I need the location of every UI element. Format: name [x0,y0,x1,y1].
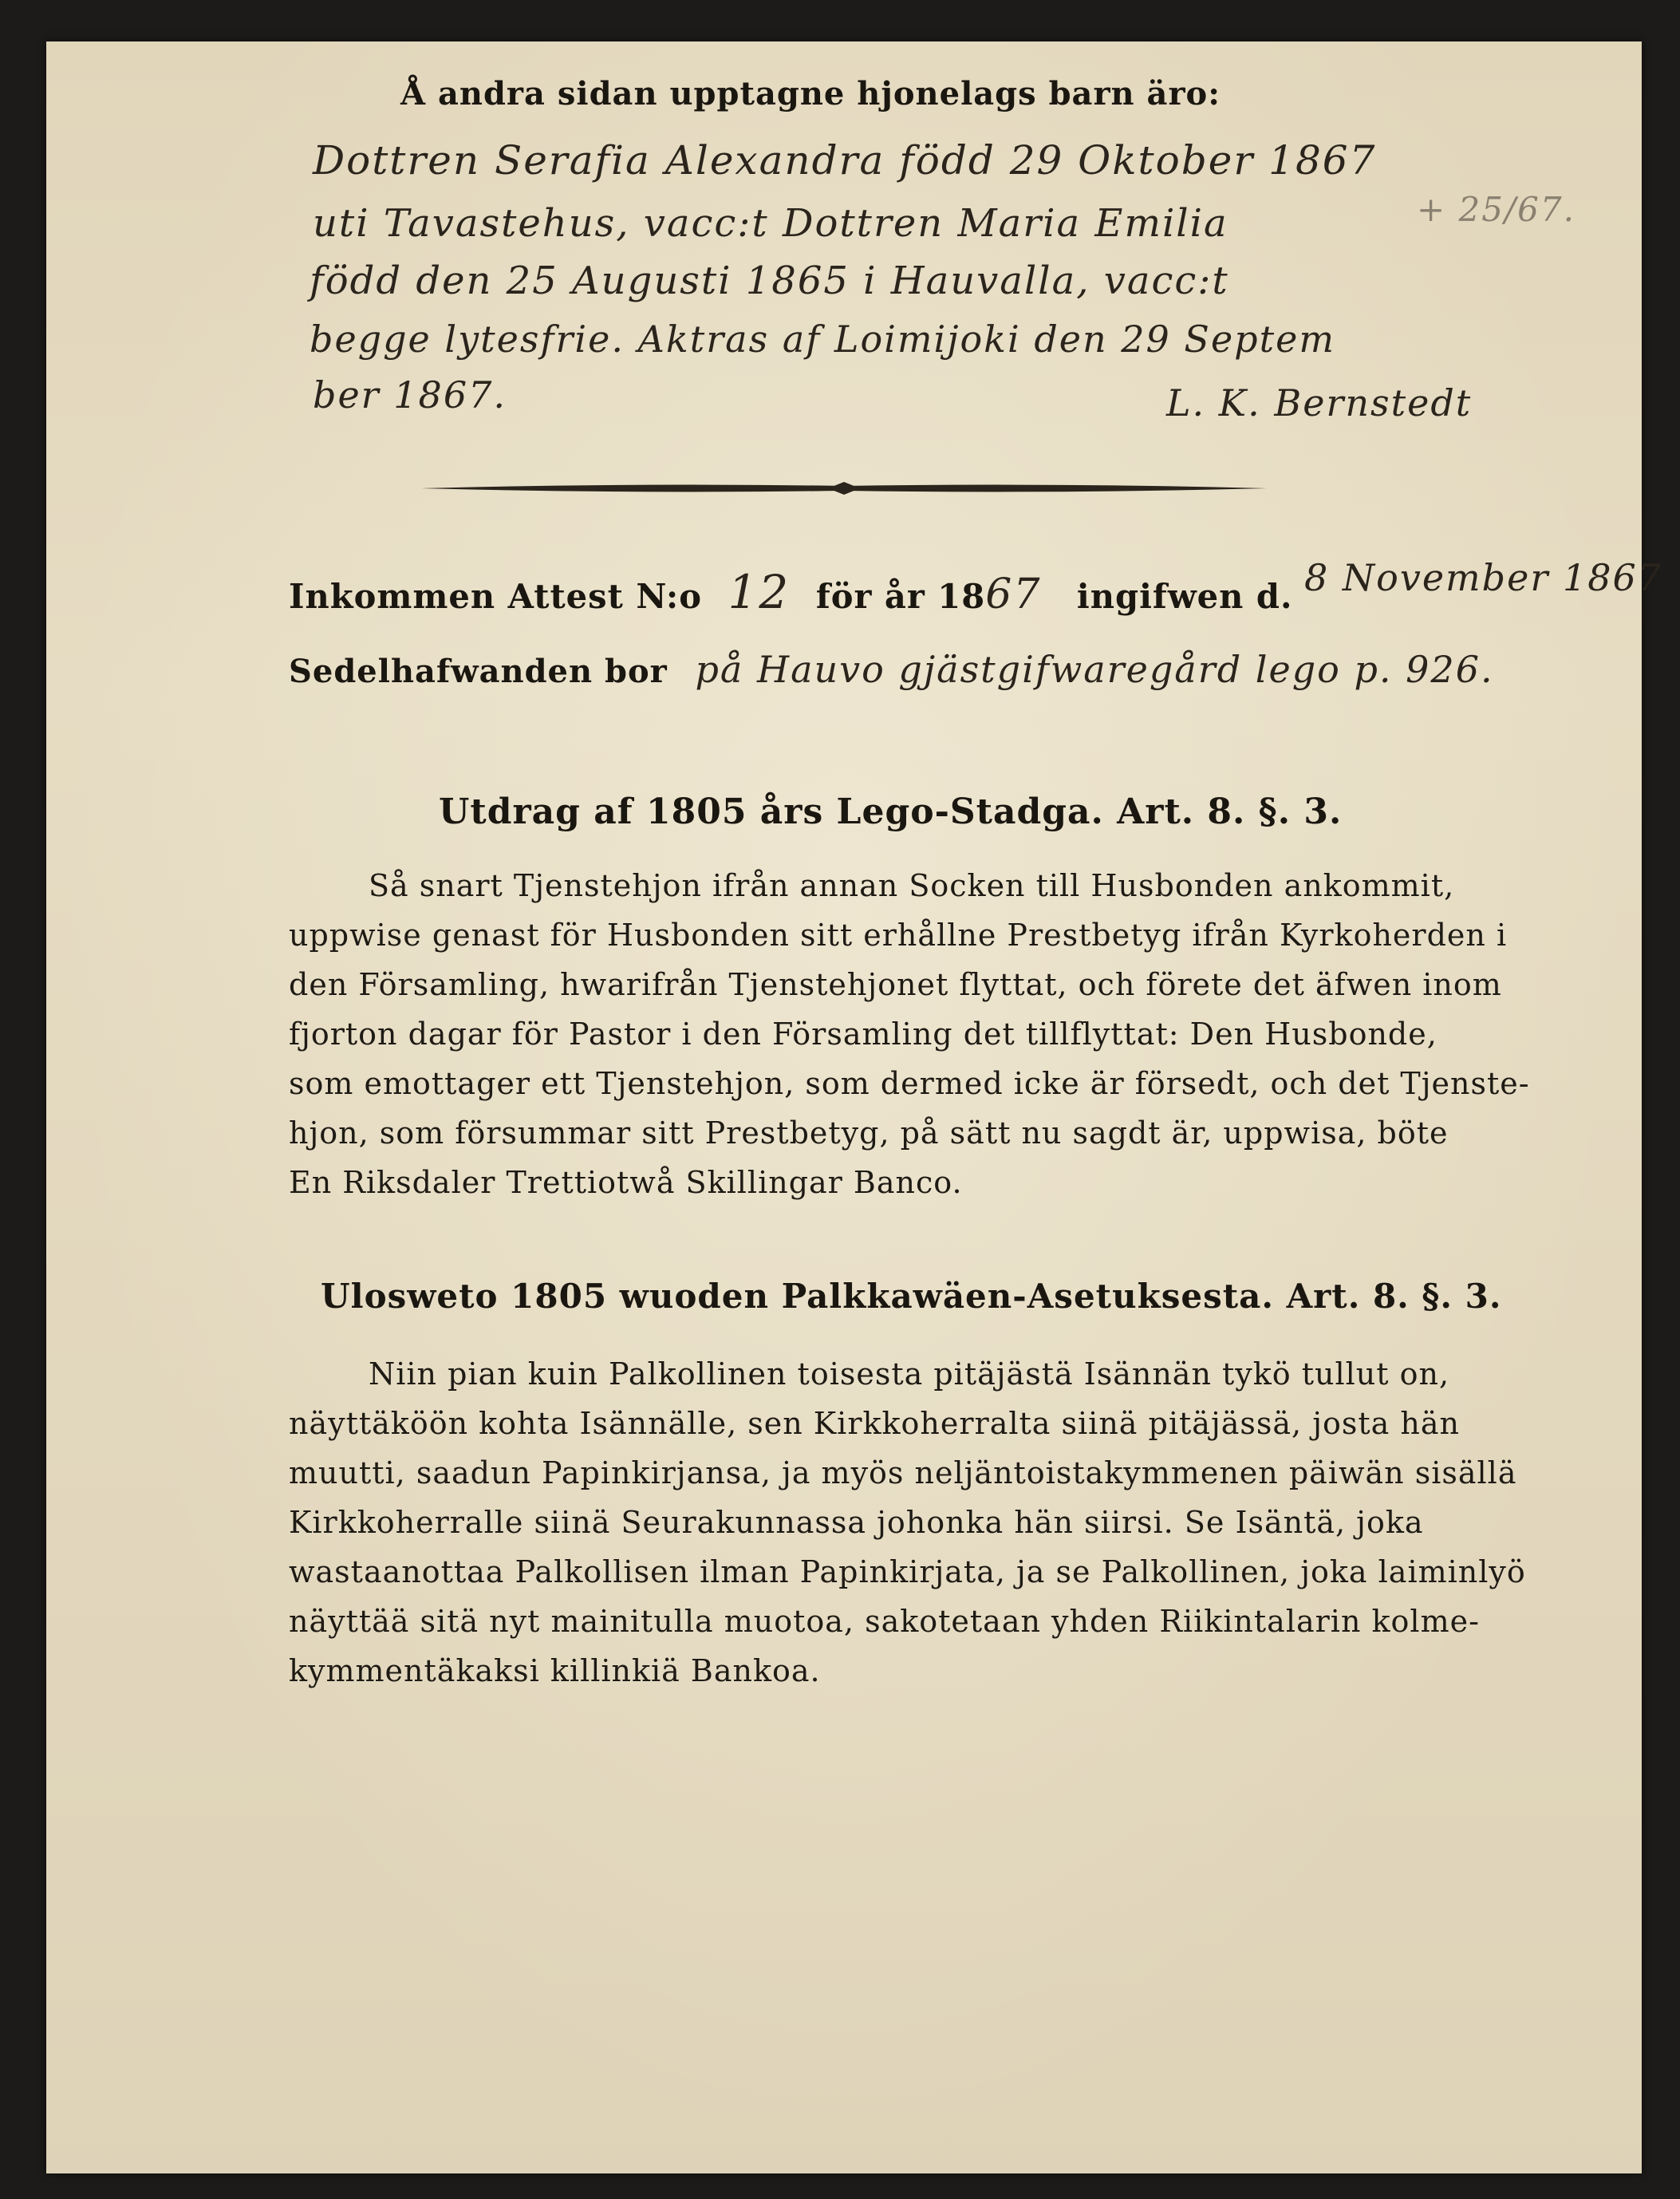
top-heading: Å andra sidan upptagne hjonelags barn äro: [400,75,1221,113]
signature: L. K. Bernstedt [1166,381,1473,424]
text-line: fjorton dagar för Pastor i den Församling det tillflyttat: Den Husbonde, [289,1017,1437,1052]
ornamental-divider [421,479,1267,498]
margin-note: + 25/67. [1417,190,1575,229]
handwritten-line: begge lytesfrie. Aktras af Loimijoki den 29 Septem [310,318,1335,361]
attest-label-year: för år 18 [815,577,986,616]
attest-date: 8 November 1867 [1304,556,1663,599]
attest-label-prefix: Inkommen Attest N:o [289,577,703,616]
section-fi-title: Ulosweto 1805 wuoden Palkkawäen-Asetuksesta. Art. 8. §. 3. [321,1277,1502,1316]
residence-label: Sedelhafwanden bor [289,653,668,690]
text-line: uppwise genast för Husbonden sitt erhållne Prestbetyg ifrån Kyrkoherden i [289,918,1508,953]
attest-year-suffix: 67 [985,570,1042,618]
handwritten-line: född den 25 Augusti 1865 i Hauvalla, vacc:t [310,259,1229,303]
text-line: kymmentäkaksi killinkiä Bankoa. [289,1653,821,1688]
handwritten-line: Dottren Serafia Alexandra född 29 Oktober 1867 [313,137,1377,184]
text-line: som emottager ett Tjenstehjon, som dermed icke är försedt, och det Tjenste- [289,1066,1530,1101]
attest-line [289,556,1663,619]
text-line: Niin pian kuin Palkollinen toisesta pitäjästä Isännän tykö tullut on, [369,1356,1450,1392]
attest-label-date: ingifwen d. [1076,577,1293,616]
text-line: näyttää sitä nyt mainitulla muotoa, sakotetaan yhden Riikintalarin kolme- [289,1604,1480,1639]
text-line: den Församling, hwarifrån Tjenstehjonet flyttat, och förete det äfwen inom [289,967,1502,1002]
attest-number: 12 [728,565,791,619]
residence-line [289,648,1494,691]
text-line: wastaanottaa Palkollisen ilman Papinkirjata, ja se Palkollinen, joka laiminlyö [289,1554,1526,1589]
text-line: muutti, saadun Papinkirjansa, ja myös neljäntoistakymmenen päiwän sisällä [289,1455,1517,1490]
text-line: näyttäköön kohta Isännälle, sen Kirkkoherralta siinä pitäjässä, josta hän [289,1406,1460,1441]
section-sv-title: Utdrag af 1805 års Lego-Stadga. Art. 8. §. 3. [439,792,1343,832]
handwritten-line: ber 1867. [313,373,507,417]
text-line: Så snart Tjenstehjon ifrån annan Socken till Husbonden ankommit, [369,868,1455,903]
document-page [46,41,1663,2173]
handwritten-line: uti Tavastehus, vacc:t Dottren Maria Emilia [313,201,1228,246]
residence-value: på Hauvo gjästgifwaregård lego p. 926. [695,648,1494,691]
text-line: En Riksdaler Trettiotwå Skillingar Banco. [289,1165,963,1200]
text-line: hjon, som försummar sitt Prestbetyg, på sätt nu sagdt är, uppwisa, böte [289,1115,1449,1151]
text-line: Kirkkoherralle siinä Seurakunnassa johonka hän siirsi. Se Isäntä, joka [289,1505,1424,1540]
